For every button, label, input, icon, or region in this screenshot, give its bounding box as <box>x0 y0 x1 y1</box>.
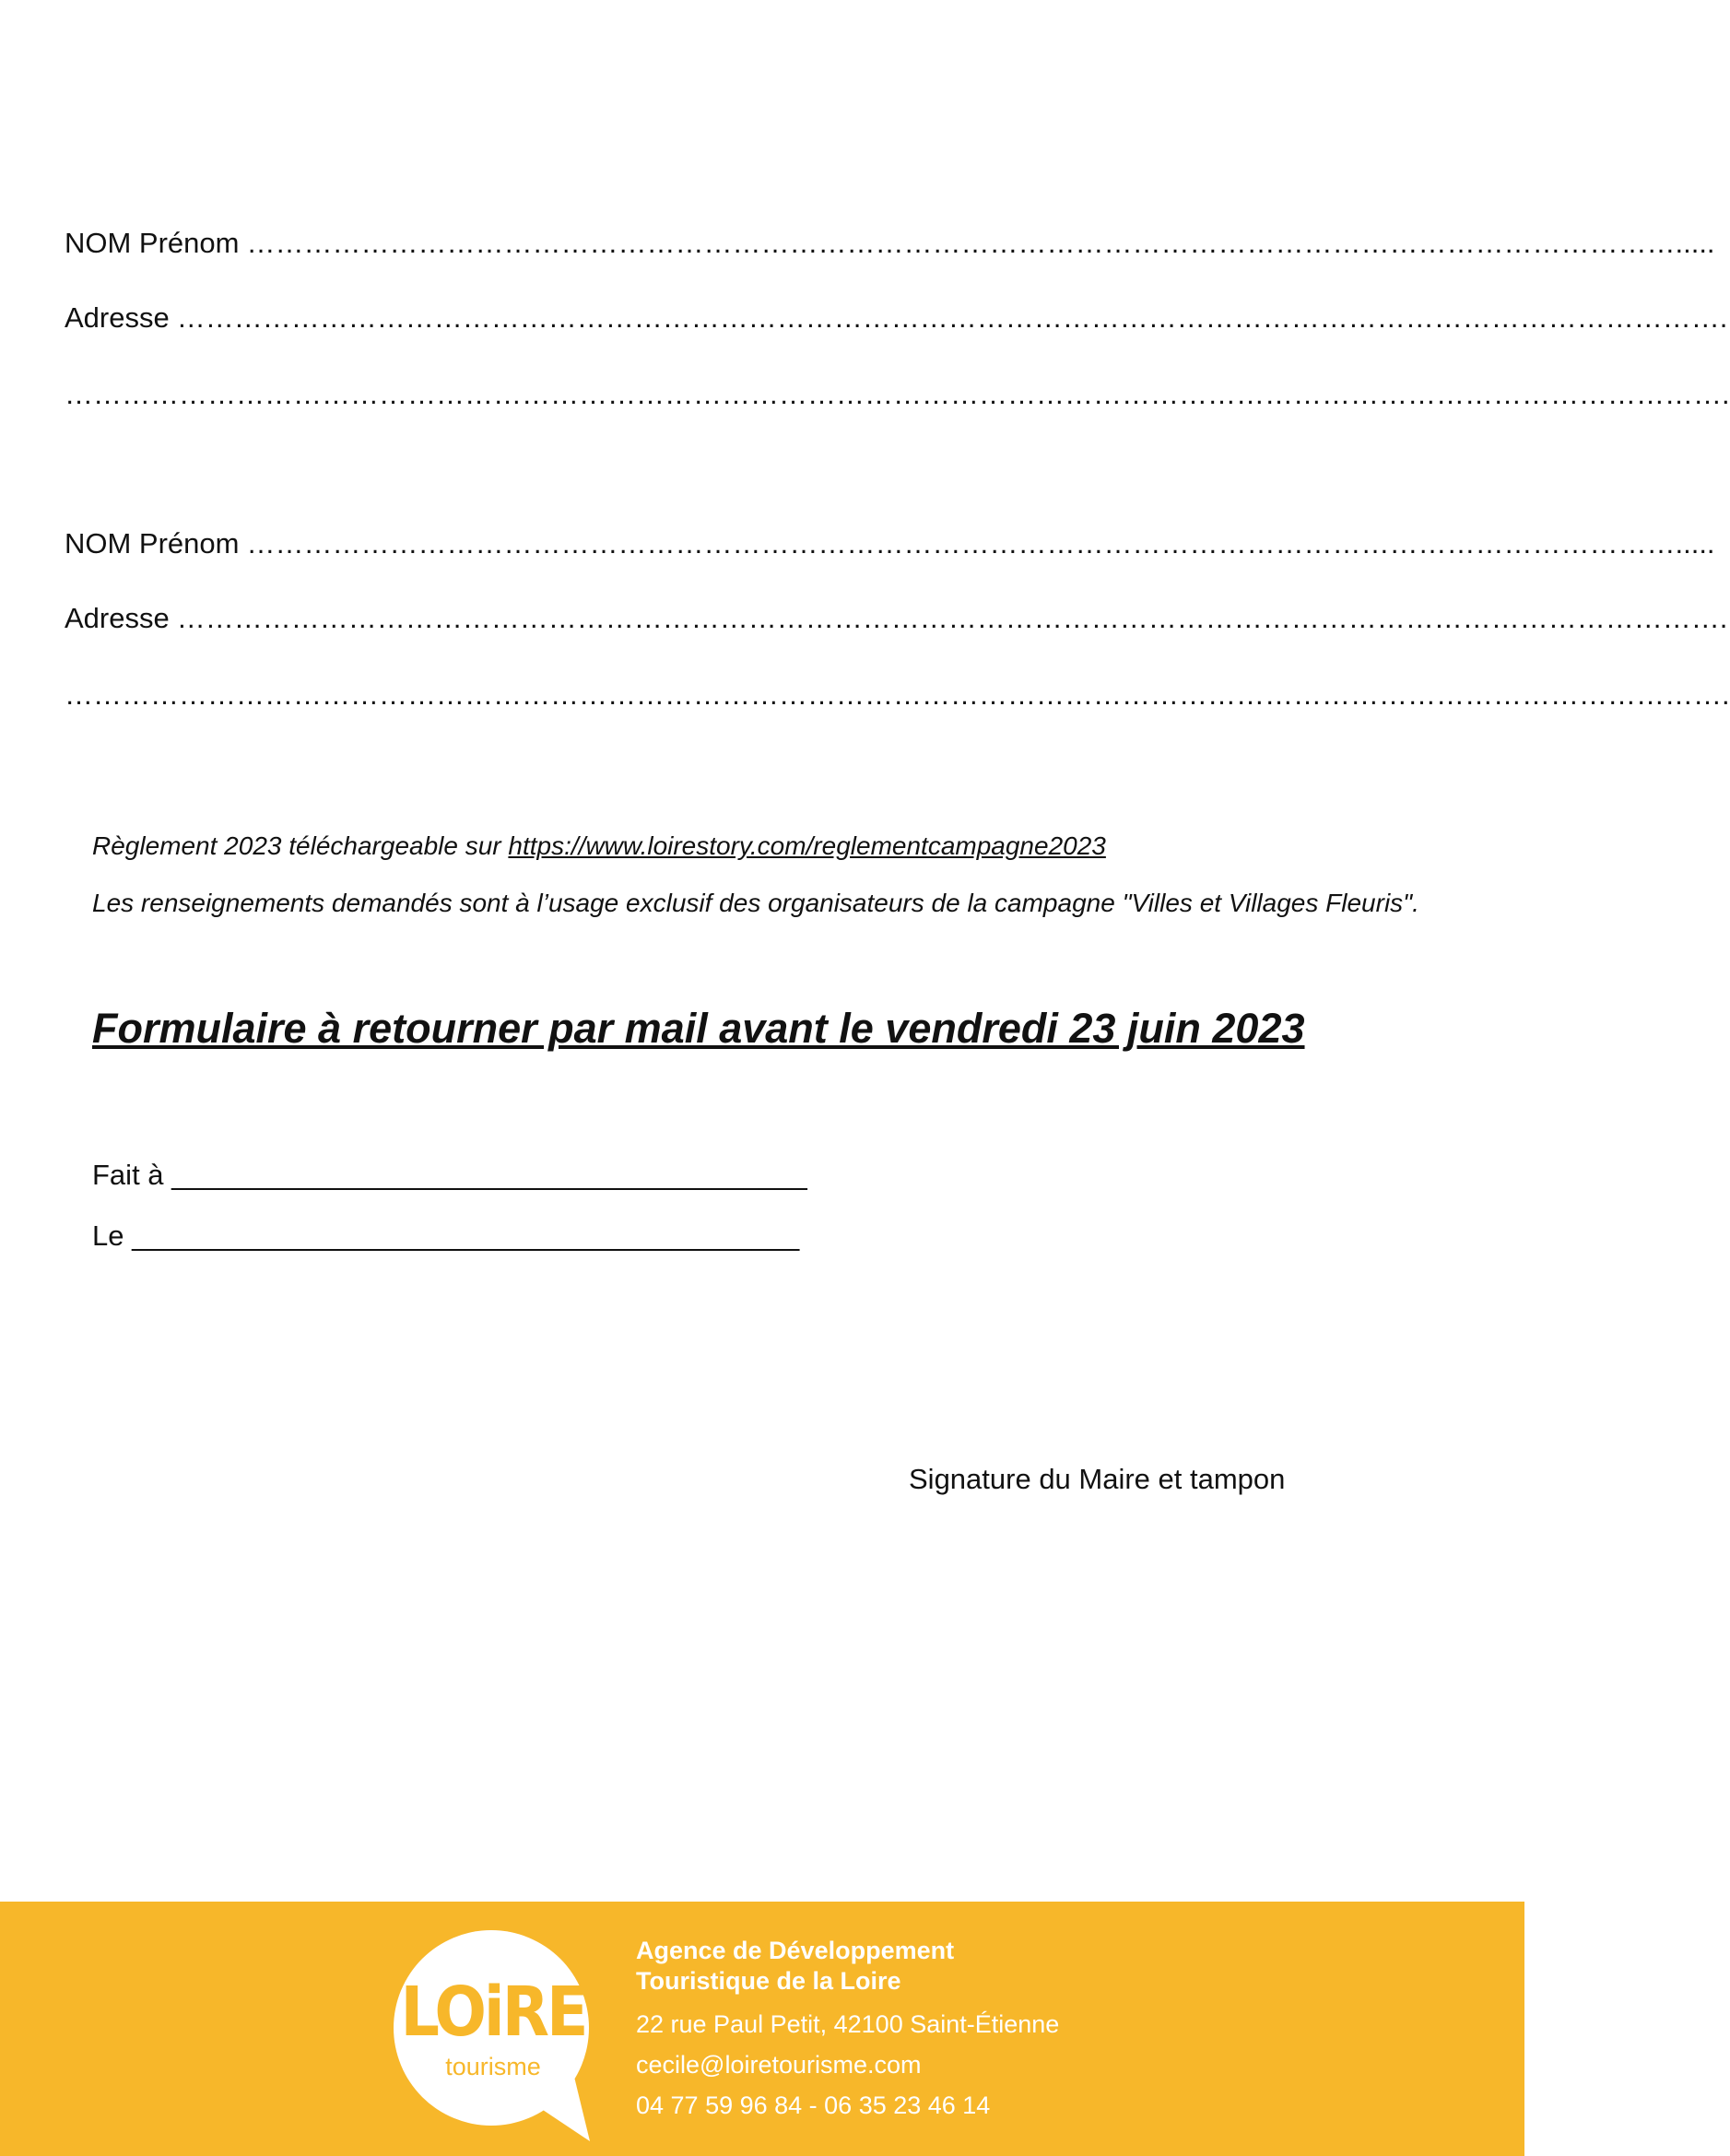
dotted-line: ……………………………………………………………………………………………………………………………………..... <box>246 527 1715 560</box>
loire-logo <box>394 1929 593 2147</box>
logo-word: LOiRE <box>400 1973 586 2052</box>
privacy-note: Les renseignements demandés sont à l’usage exclusif des organisateurs de la campagne "Villes et Villages Fleuris". <box>92 889 1419 917</box>
logo-subtitle: tourisme <box>445 2053 541 2080</box>
dotted-line: ………………………………………………………………………………………………………………………………………………. <box>176 602 1728 634</box>
agency-name-line2: Touristique de la Loire <box>636 1967 901 1995</box>
date-label: Le <box>92 1219 124 1252</box>
date-line: __________________________________________ <box>132 1219 800 1252</box>
dotted-line: ……………………………………………………………………………………………………………………………………..... <box>246 227 1715 259</box>
address-continuation-field-2[interactable] <box>65 677 1730 713</box>
name-field-1[interactable] <box>65 225 1715 262</box>
dotted-line: ………………………………………………………………………………………………………………………………………………. <box>176 301 1728 334</box>
address-field-2[interactable] <box>65 600 1727 637</box>
agency-email[interactable]: cecile@loiretourisme.com <box>636 2051 922 2079</box>
agency-contact <box>636 1936 1059 2126</box>
agency-address: 22 rue Paul Petit, 42100 Saint-Étienne <box>636 2010 1060 2038</box>
deadline-heading: Formulaire à retourner par mail avant le vendredi 23 juin 2023 <box>92 1005 1305 1052</box>
agency-phone: 04 77 59 96 84 - 06 35 23 46 14 <box>636 2091 991 2119</box>
rules-prefix: Règlement 2023 téléchargeable sur <box>92 831 509 860</box>
rules-note <box>92 830 1106 863</box>
dotted-line: …………………………………………………………………………………………………………………………………………………………. <box>65 678 1730 711</box>
name-field-2[interactable] <box>65 525 1715 562</box>
address-field-1[interactable] <box>65 300 1727 336</box>
address-label: Adresse <box>65 301 170 334</box>
name-label: NOM Prénom <box>65 227 240 259</box>
place-label: Fait à <box>92 1159 164 1191</box>
place-field[interactable] <box>92 1157 807 1194</box>
dotted-line: …………………………………………………………………………………………………………………………………………………………. <box>65 378 1730 410</box>
place-line: ________________________________________ <box>171 1159 807 1191</box>
rules-link[interactable]: https://www.loirestory.com/reglementcampagne2023 <box>508 831 1106 860</box>
signature-label: Signature du Maire et tampon <box>909 1463 1286 1495</box>
date-field[interactable] <box>92 1218 799 1255</box>
name-label: NOM Prénom <box>65 527 240 560</box>
address-continuation-field-1[interactable] <box>65 376 1730 413</box>
address-label: Adresse <box>65 602 170 634</box>
footer-banner <box>0 1902 1524 2156</box>
agency-name-line1: Agence de Développement <box>636 1937 955 1964</box>
